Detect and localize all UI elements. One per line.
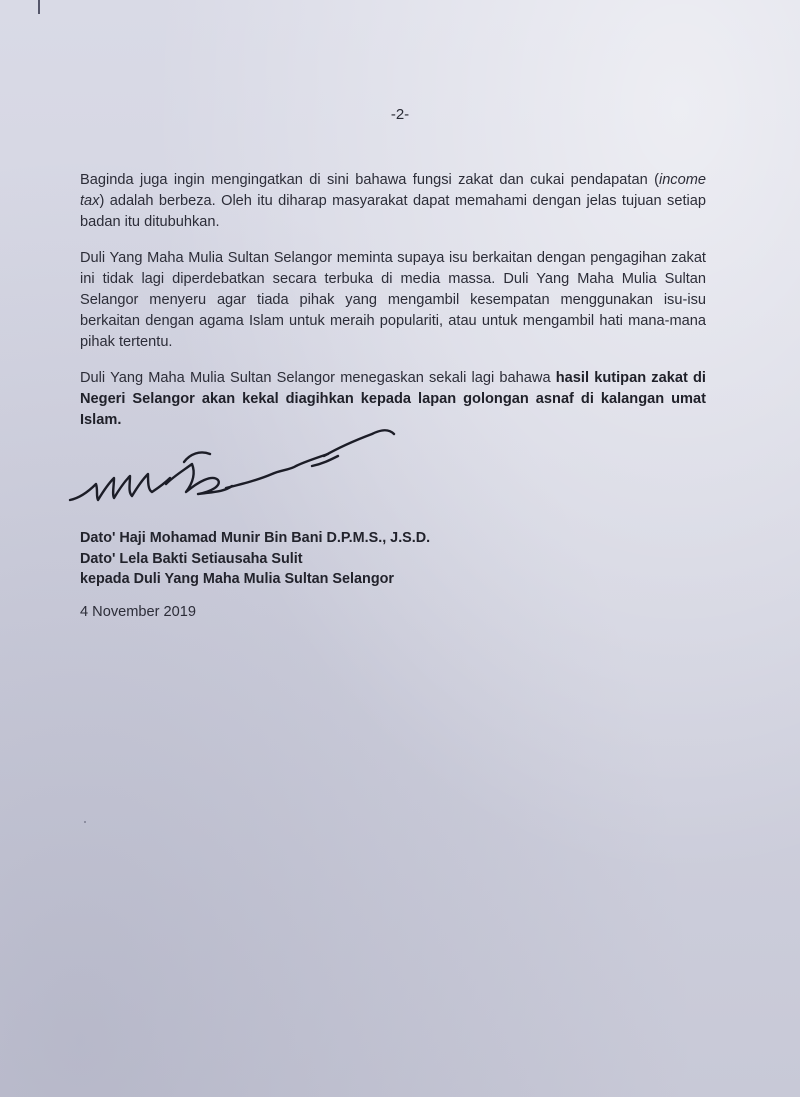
signatory-block — [80, 528, 430, 590]
handwritten-signature — [66, 426, 406, 526]
paragraph-zakat-tax — [80, 170, 706, 233]
signatory-name: Dato' Haji Mohamad Munir Bin Bani D.P.M.S., J.S.D. — [80, 530, 431, 546]
signatory-title: Dato' Lela Bakti Setiausaha Sulit — [80, 550, 303, 567]
letter-date: 4 November 2019 — [80, 604, 197, 620]
page-number: -2- — [390, 106, 410, 123]
paper-speck — [84, 821, 86, 823]
paragraph-segment-italic: income tax — [80, 172, 706, 209]
paragraph-segment: Duli Yang Maha Mulia Sultan Selangor meminta supaya isu berkaitan dengan pengagihan zakat ini tidak lagi diperdebatkan secara terbuka di media massa. Duli Yang Maha Mulia Sultan Selangor menyeru agar tiada pihak yang mengambil kesempatan menggunakan isu-isu berkaitan dengan agama Islam untuk meraih populariti, atau untuk mengambil hati mana-mana pihak tertentu. — [80, 250, 706, 350]
signatory-office: kepada Duli Yang Maha Mulia Sultan Selangor — [80, 571, 395, 587]
paragraph-asnaf — [80, 368, 706, 431]
edge-mark — [38, 0, 40, 14]
paragraph-segment: Baginda juga ingin mengingatkan di sini bahawa fungsi zakat dan cukai pendapatan ( — [80, 172, 659, 188]
paragraph-segment-bold: hasil kutipan zakat di Negeri Selangor akan kekal diagihkan kepada lapan golongan asnaf di kalangan umat Islam. — [80, 370, 706, 428]
paragraph-segment: ) adalah berbeza. Oleh itu diharap masyarakat dapat memahami dengan jelas tujuan setiap badan itu ditubuhkan. — [80, 193, 706, 230]
letter-body — [80, 170, 706, 446]
paragraph-segment: Duli Yang Maha Mulia Sultan Selangor menegaskan sekali lagi bahawa — [80, 370, 556, 386]
paragraph-media-debate — [80, 248, 706, 353]
